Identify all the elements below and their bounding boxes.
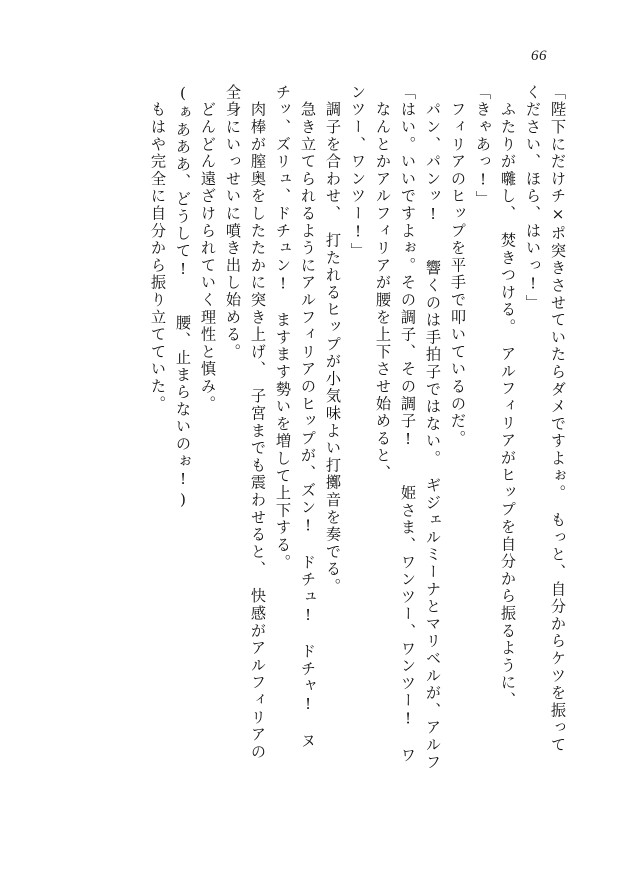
text-line: 急き立てられるようにアルフィリアのヒップが、ズン! ドチュ! ドチャ! ヌ [299, 84, 317, 750]
vertical-text-body [62, 84, 565, 826]
text-line: 「はい。いいですよぉ。その調子、その調子! 姫さま、ワンツー、ワンツー! ワ [399, 84, 417, 765]
text-line: チッ、ズリュ、ドチュン! ますます勢いを増して上下する。 [274, 84, 292, 572]
text-line: どんどん遠ざけられていく理性と慎み。 [199, 84, 217, 413]
text-line: ふたりが囃し、 焚きつける。 アルフィリアがヒップを自分から振るように、 [499, 84, 517, 709]
text-line: パン、パンッ! 響くのは手拍子ではない。 ギジェルミーナとマリベルが、アルフ [424, 84, 442, 772]
text-line: 「陛下にだけチ×ポ突きさせていたらダメですよぉ。 もっと、自分からケツを振って [549, 84, 567, 754]
text-line: ンツー、ワンツー!」 [349, 84, 367, 260]
text-line: (ぁあああ、どうして! 腰、止まらないのぉ!) [174, 84, 192, 511]
page-number: 66 [531, 48, 547, 64]
text-line: ください、ほら、はいっ!」 [524, 84, 542, 312]
text-line: 全身にいっせいに噴き出し始める。 [224, 84, 242, 361]
text-line: 調子を合わせ、 打たれるヒップが小気味よい打擲音を奏でる。 [324, 84, 342, 596]
text-line: 肉棒が膣奥をしたたかに突き上げ、 子宮までも震わせると、 快感がアルフィリアの [249, 84, 267, 761]
text-line: もはや完全に自分から振り立てていた。 [149, 84, 167, 413]
text-line: フィリアのヒップを平手で叩いているのだ。 [449, 84, 467, 448]
text-line: 「きゃあっ!」 [474, 84, 492, 208]
text-line: なんとかアルフィリアが腰を上下させ始めると、 [374, 84, 392, 482]
